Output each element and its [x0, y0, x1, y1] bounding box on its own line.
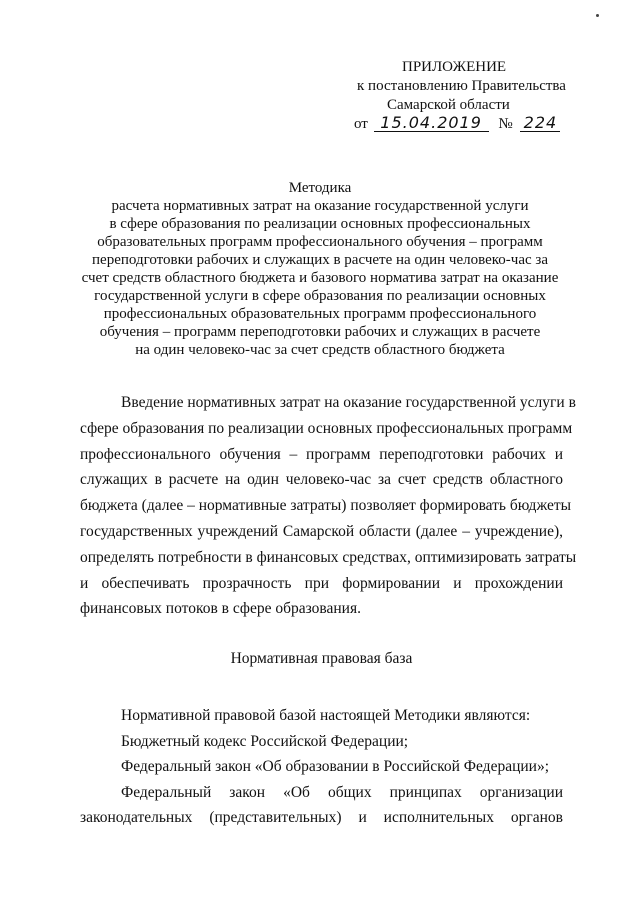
section-heading: Нормативная правовая база: [230, 650, 413, 667]
from-label: от: [354, 116, 368, 132]
document-title: [60, 179, 580, 359]
title-line: расчета нормативных затрат на оказание государственной услуги: [111, 198, 529, 214]
appendix-date-line: [354, 115, 560, 134]
handwritten-number: 224: [520, 115, 560, 132]
paragraph-line: финансовых потоков в сфере образования.: [80, 600, 361, 618]
paragraph-line: государственных учреждений Самарской области (далее – учреждение),: [80, 522, 563, 540]
appendix-line-resolution: к постановлению Правительства: [357, 78, 566, 94]
legal-basis-item: Бюджетный кодекс Российской Федерации;: [121, 732, 409, 750]
legal-basis-list: [80, 703, 563, 831]
paragraph-line: сфере образования по реализации основных профессиональных программ: [80, 419, 573, 437]
number-label: №: [498, 116, 513, 132]
title-line: счет средств областного бюджета и базового норматива затрат на оказание: [81, 270, 559, 286]
scan-mark: [596, 14, 599, 17]
title-line: профессиональных образовательных программ профессионального: [103, 306, 537, 322]
paragraph-line: бюджета (далее – нормативные затраты) позволяет формировать бюджеты: [80, 497, 572, 515]
legal-basis-item-continued: законодательных (представительных) и исполнительных органов: [80, 809, 563, 826]
title-line: обучения – программ переподготовки рабочих и служащих в расчете: [99, 324, 541, 340]
paragraph-line: профессионального обучения – программ переподготовки рабочих и: [80, 445, 563, 463]
appendix-line-region: Самарской области: [387, 97, 510, 113]
title-line: образовательных программ профессионального обучения – программ: [97, 234, 543, 250]
paragraph-line: служащих в расчете на один человеко-час за счет средств областного: [80, 471, 563, 489]
paragraph-line: и обеспечивать прозрачность при формировании и прохождении: [80, 574, 563, 592]
appendix-title: ПРИЛОЖЕНИЕ: [402, 59, 507, 75]
paragraph-line: Введение нормативных затрат на оказание государственной услуги в: [121, 394, 576, 411]
title-line: государственной услуги в сфере образования по реализации основных: [94, 288, 546, 304]
intro-paragraph: [80, 390, 577, 622]
handwritten-date: 15.04.2019: [374, 115, 489, 132]
legal-basis-item: Федеральный закон «Об образовании в Российской Федерации»;: [121, 758, 550, 775]
title-line: Методика: [288, 180, 352, 196]
title-line: на один человеко-час за счет средств областного бюджета: [135, 342, 505, 358]
legal-basis-item: Федеральный закон «Об общих принципах организации: [121, 783, 563, 801]
title-line: переподготовки рабочих и служащих в расчете на один человеко-час за: [92, 252, 548, 268]
title-line: в сфере образования по реализации основных профессиональных: [109, 216, 531, 232]
legal-basis-intro: Нормативной правовой базой настоящей Методики являются:: [121, 707, 531, 724]
paragraph-line: определять потребности в финансовых средствах, оптимизировать затраты: [80, 548, 577, 566]
